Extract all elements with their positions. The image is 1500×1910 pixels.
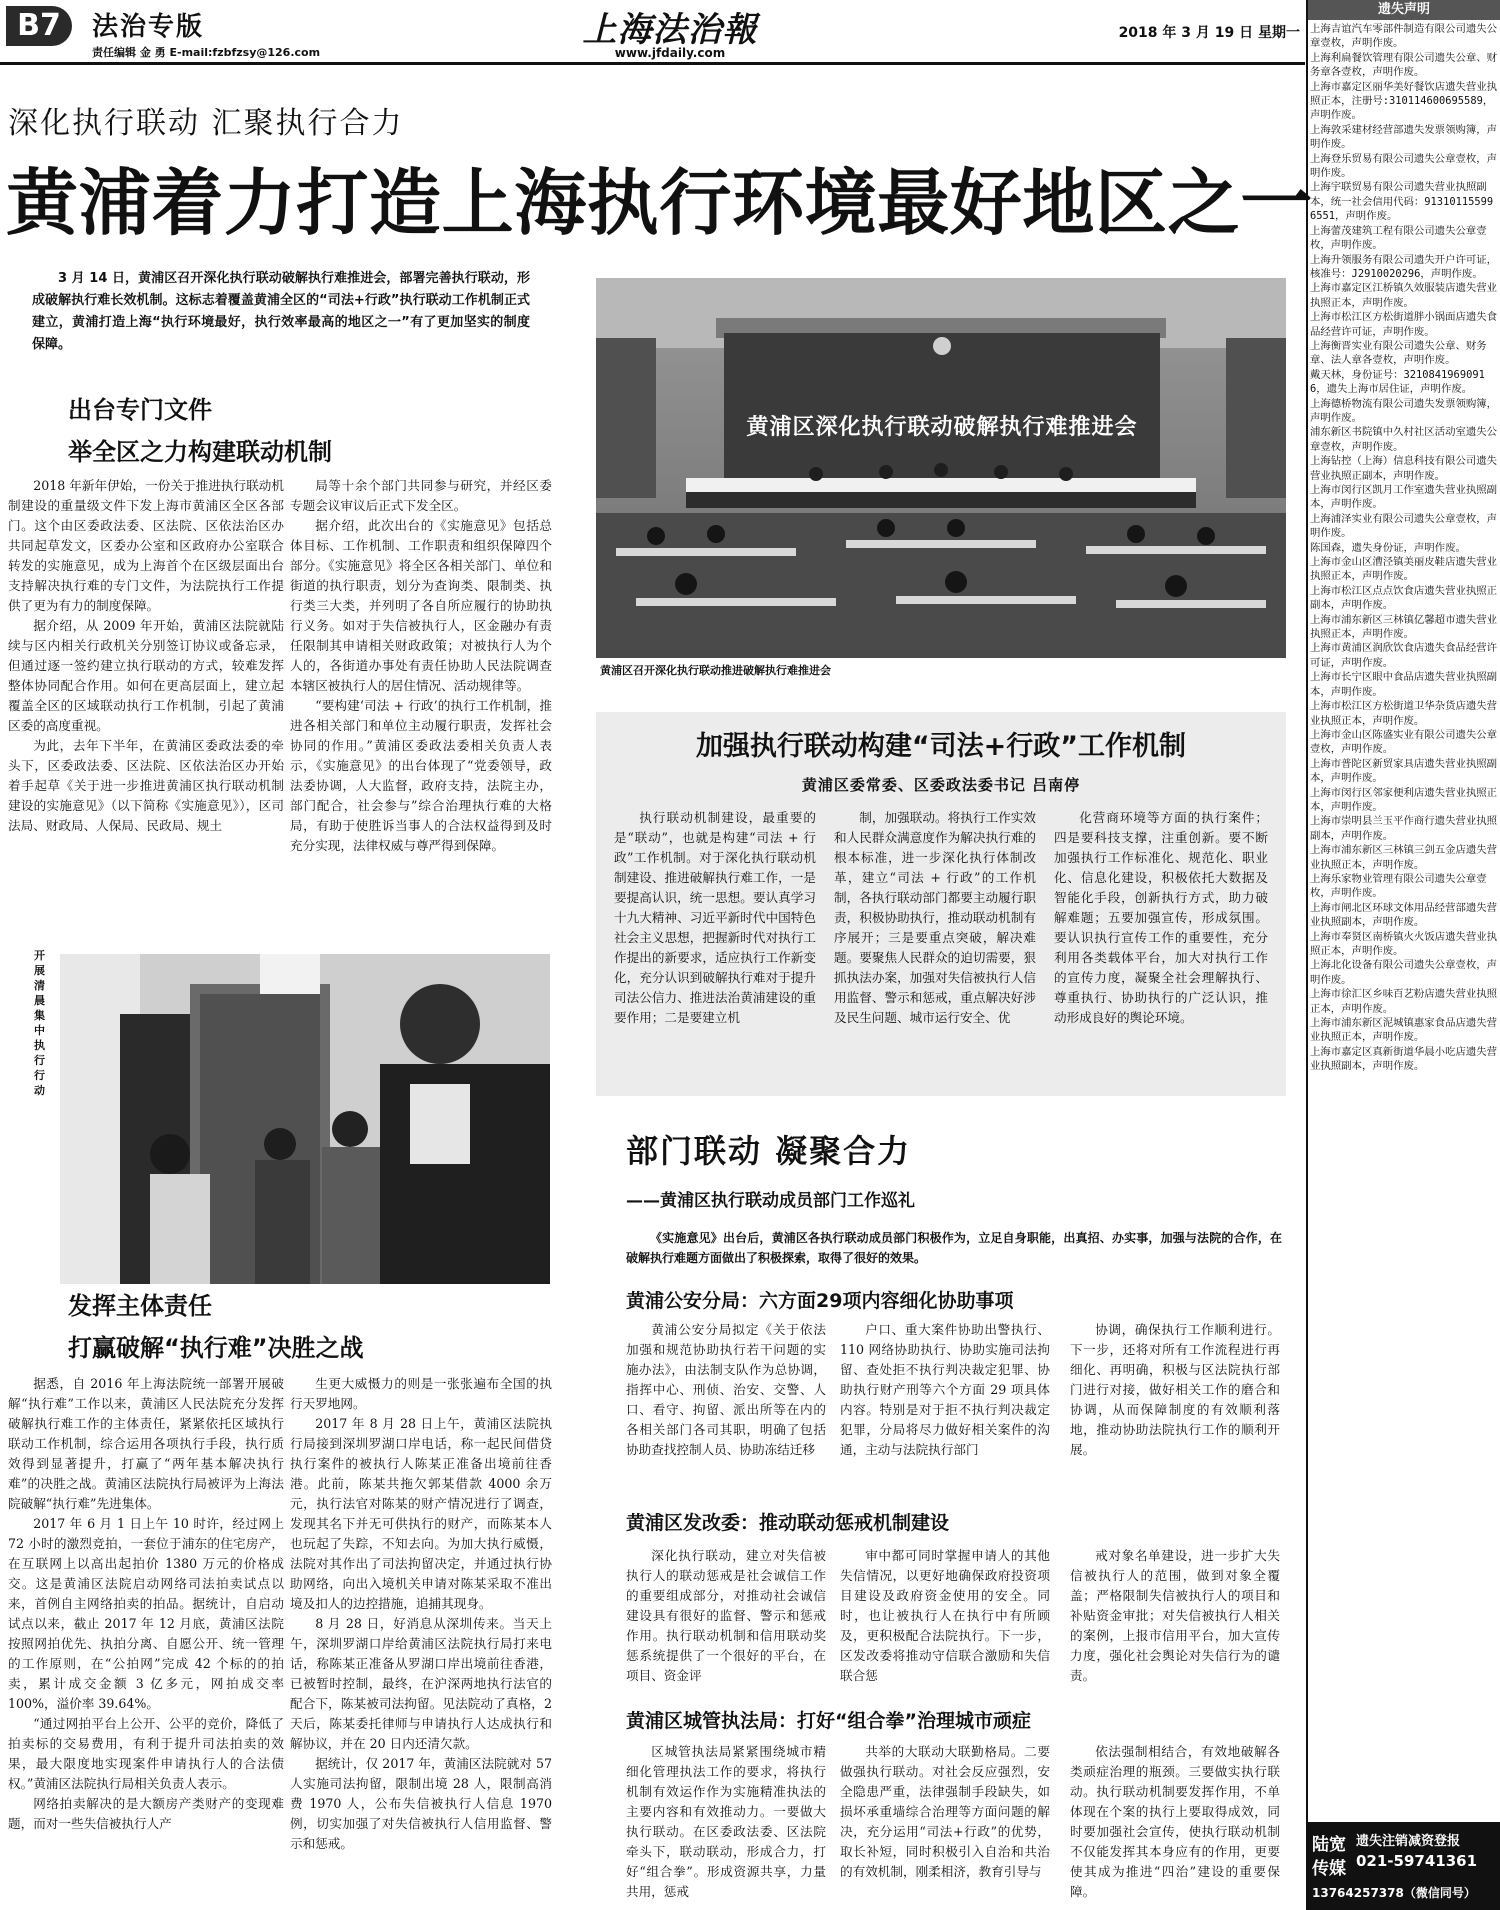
paragraph: 据统计，仅 2017 年，黄浦区法院就对 57 人实施司法拘留，限制出境 28 人，限制高消费 1970 人，公布失信被执行人信息 1970 例，切实加强了对失信被执行人信用监督、警示和惩戒。: [290, 1756, 552, 1851]
paper-name-logo: 上海法治報: [582, 10, 758, 50]
classified-ad-entry: 上海市黄浦区润欣饮食店遗失食品经营许可证，声明作废。: [1310, 642, 1498, 669]
department-police-column-2: [840, 1320, 1050, 1510]
classified-ad-entry: 上海德桥物流有限公司遗失发票领购簿，声明作废。: [1310, 397, 1498, 424]
section2-title-1: 发挥主体责任: [68, 1292, 212, 1320]
commentary-byline: 黄浦区委常委、区委政法委书记 吕南停: [801, 776, 1081, 794]
paragraph: 区城管执法局紧紧围绕城市精细化管理执法工作的要求，将执行机制有效运作作为实施精准执法的主要内容和有效推动力。一要做大执行联动。在区委政法委、区法院牵头下，联动联动，形成合力，打好“组合拳”。形成资源共享，力量共用，惩戒: [626, 1744, 826, 1899]
ads-footer-brand-1: 陆宽: [1312, 1835, 1346, 1855]
department-drc-column-1: [626, 1546, 826, 1706]
classified-ad-entry: 上海市崇明县兰玉平作商行遗失营业执照副本，声明作废。: [1310, 815, 1498, 842]
section2-column-2: [290, 1374, 552, 1906]
page-number-badge: B7: [6, 6, 72, 46]
ads-footer-service: 遗失注销减资登报: [1356, 1834, 1461, 1849]
classified-ad-entry: 戴天林，身份证号：32108419690916，遗失上海市居住证，声明作废。: [1310, 368, 1485, 396]
paragraph: 黄浦公安分局拟定《关于依法加强和规范协助执行若干问题的实施办法》，由法制支队作为总协调，指挥中心、刑侦、治安、交警、人口、看守、拘留、派出所等在内的各相关部门各司其职，明确了包括协助查找控制人员、协助冻结迁移: [626, 1322, 826, 1457]
section1-title-2: 举全区之力构建联动机制: [68, 438, 332, 466]
classified-ad-entry: 上海市奉贤区南桥镇火火饭店遗失营业执照正本，声明作废。: [1310, 930, 1498, 957]
paragraph: 户口、重大案件协助出警执行、110 网络协助执行、协助实施司法拘留、查处拒不执行判决裁定犯罪、协助执行财产刑等六个方面 29 项具体内容。特别是对于拒不执行判决裁定犯罪，分局将尽力做好相关案件的沟通，主动与法院执行部门: [840, 1322, 1050, 1457]
classified-ad-entry: 浦东新区书院镇中久村社区活动室遗失公章壹枚，声明作废。: [1310, 426, 1498, 453]
classified-ad-entry: 上海敦采建材经营部遗失发票领购簿，声明作废。: [1310, 123, 1498, 151]
classified-ad-entry: 上海宇联贸易有限公司遗失营业执照副本，统一社会信用代码：913101155996551，声明作废。: [1310, 181, 1494, 223]
classified-ad-entry: 上海市闵行区邻家便利店遗失营业执照正本，声明作废。: [1310, 786, 1498, 813]
paragraph: 据介绍，从 2009 年开始，黄浦区法院就陆续与区内相关行政机关分别签订协议或备忘录，但通过逐一签约建立执行联动的方式，较难发挥整体协同配合作用。如何在更高层面上，建立起覆盖全区的区域联动执行工作机制，引起了黄浦区委的高度重视。: [8, 618, 284, 733]
issue-date: 2018 年 3 月 19 日 星期一: [1118, 25, 1300, 41]
classified-ad-entry: 上海北化设备有限公司遗失公章壹枚，声明作废。: [1310, 959, 1498, 986]
main-headline: 黄浦着力打造上海执行环境最好地区之一: [6, 161, 1313, 245]
section1-title-1: 出台专门文件: [68, 396, 212, 424]
classified-ad-entry: 上海市嘉定区真新街道华晨小吃店遗失营业执照副本，声明作废。: [1310, 1045, 1498, 1073]
paragraph: 化营商环境等方面的执行案件；四是要科技支撑，注重创新。要不断加强执行工作标准化、规范化、职业化、信息化建设，积极依托大数据及智能化手段，创新执行方式，助力破解难题；五要加强宣传，形成氛围。要认识执行宣传工作的重要性，充分利用各类载体平台，加大对执行工作的宣传力度，凝聚全社会理解执行、尊重执行、协助执行的广泛认识，推动形成良好的舆论环境。: [1054, 810, 1268, 1025]
paragraph: 网络拍卖解决的是大额房产类财产的变现难题，而对一些失信被执行人产: [8, 1796, 284, 1831]
department-police-column-1: [626, 1320, 826, 1510]
department-drc-title: 黄浦区发改委：推动联动惩戒机制建设: [626, 1512, 950, 1534]
paragraph: 8 月 28 日，好消息从深圳传来。当天上午，深圳罗湖口岸给黄浦区法院执行局打来电话，称陈某正准备从罗湖口岸出境前往香港，已被暂时控制，最终，在沪深两地执行法官的配合下，陈某被司法拘留。见法院动了真格，2 天后，陈某委托律师与申请执行人达成执行和解协议，并在 20 日内还清欠款。: [290, 1616, 552, 1751]
commentary-title: 加强执行联动构建“司法+行政”工作机制: [695, 731, 1187, 762]
meeting-banner-text: 黄浦区深化执行联动破解执行难推进会: [746, 415, 1138, 440]
classified-ad-entry: 上海市浦东新区泥城镇惠家食品店遗失营业执照正本，声明作废。: [1310, 1017, 1498, 1044]
ads-footer: [1308, 1822, 1500, 1910]
action-photo-caption: 开展清晨集中执行行动: [34, 949, 45, 1097]
department-urban-management-column-3: [1070, 1742, 1280, 1906]
classified-ad-entry: 上海市普陀区新贸家具店遗失营业执照副本，声明作废。: [1310, 757, 1498, 785]
classified-ad-entry: 陈国森，遗失身份证，声明作废。: [1310, 541, 1466, 554]
action-photo-image: [60, 954, 550, 1284]
classified-ad-entry: 上海吉谊汽车零部件制造有限公司遗失公章壹枚，声明作废。: [1310, 23, 1498, 50]
classified-ad-entry: 上海衡晋实业有限公司遗失公章、财务章、法人章各壹枚，声明作废。: [1310, 339, 1487, 367]
editor-line: 责任编辑 金 勇 E-mail:fzbfzsy@126.com: [92, 46, 321, 59]
classified-ad-entry: 上海市闵行区凯月工作室遗失营业执照副本，声明作废。: [1310, 484, 1498, 511]
classified-ad-entry: 上海市长宁区眼中食品店遗失营业执照副本，声明作废。: [1310, 671, 1498, 698]
classified-ad-entry: 上海钻控（上海）信息科技有限公司遗失营业执照正副本，声明作废。: [1310, 455, 1498, 482]
classified-ad-entry: 上海市松江区点点饮食店遗失营业执照正副本，声明作废。: [1310, 584, 1498, 612]
paragraph: 协调，确保执行工作顺利进行。下一步，还将对所有工作流程进行再细化、再明确，积极与区法院执行部门进行对接，做好相关工作的磨合和协调，从而保障制度的有效顺利落地，推动协助法院执行工作的顺利开展。: [1070, 1322, 1280, 1457]
classified-ad-entry: 上海市嘉定区丽华美好餐饮店遗失营业执照正本，注册号:310114600695589，声明作废。: [1310, 80, 1498, 122]
commentary-box: [596, 712, 1286, 1096]
paragraph: 深化执行联动，建立对失信被执行人的联动惩戒是社会诚信工作的重要组成部分，对推动社会诚信建设具有很好的监督、警示和惩戒作用。执行联动机制和信用联动奖惩系统提供了一个很好的平台，在项目、资金评: [626, 1548, 826, 1683]
department-police-title: 黄浦公安分局：六方面29项内容细化协助事项: [626, 1290, 1014, 1312]
paragraph: 据介绍，此次出台的《实施意见》包括总体目标、工作机制、工作职责和组织保障四个部分。《实施意见》将全区各相关部门、单位和街道的执行职责，划分为查询类、限制类、执行类三大类，并列明了各自所应履行的协助执行义务。如对于失信被执行人，区金融办有责任限制其申请相关财政政策；对被执行人为个人的，各街道办事处有责任协助人民法院调查本辖区被执行人的居住情况、活动规律等。: [290, 518, 552, 693]
section2-title-2: 打赢破解“执行难”决胜之战: [68, 1334, 364, 1362]
paragraph: “要构建‘司法 + 行政’的执行工作机制，推进各相关部门和单位主动履行职责，发挥社会协同的作用。”黄浦区委政法委相关负责人表示，《实施意见》的出台体现了“党委领导，政法委协调，人大监督，政府支持，法院主办，部门配合，社会参与”综合治理执行难的大格局，有助于使胜诉当事人的合法权益得到及时充分实现，法律权威与尊严得到保障。: [290, 698, 552, 853]
department-drc-column-3: [1070, 1546, 1280, 1706]
department-urban-management-column-1: [626, 1742, 826, 1906]
paragraph: 执行联动机制建设，最重要的是“联动”，也就是构建“司法 + 行政”工作机制。对于深化执行联动机制建设、推进破解执行难工作，一是要提高认识，统一思想。要认真学习十九大精神、习近平新时代中国特色社会主义思想，把握新时代对执行工作提出的新要求，适应执行工作新变化，充分认识到破解执行难对于提升司法公信力、推进法治黄浦建设的重要作用；二是要建立机: [614, 810, 816, 1025]
classified-ad-entry: 上海登乐贸易有限公司遗失公章壹枚，声明作废。: [1310, 152, 1498, 180]
section3-subtitle: ——黄浦区执行联动成员部门工作巡礼: [626, 1191, 915, 1211]
paragraph: 2017 年 6 月 1 日上午 10 时许，经过网上 72 小时的激烈竞拍，一套位于浦东的住宅房产，在互联网上以高出起拍价 1380 万元的价格成交。这是黄浦区法院启动网络司法拍卖试点以来，首例自主网络拍卖的拍品。据统计，自启动试点以来，截止 2017 年 12 月底，黄浦区法院按照网拍优先、执拍分离、自愿公开、统一管理的工作原则，在“公拍网”完成 42 个标的的拍卖，累计成交金额 3 亿多元，网拍成交率 100%，溢价率 39.64%。: [8, 1516, 284, 1711]
classified-ad-entry: 上海市嘉定区江桥镇久效服装店遗失营业执照正本，声明作废。: [1310, 282, 1498, 309]
action-photo: [60, 954, 550, 1284]
section2-column-1: [8, 1374, 284, 1906]
commentary-column-2: [834, 808, 1036, 1088]
classified-ad-entry: 上海升领服务有限公司遗失开户许可证，核准号：J2910020296，声明作废。: [1310, 253, 1498, 280]
classified-ad-entry: 上海浦泽实业有限公司遗失公章壹枚，声明作废。: [1310, 512, 1498, 540]
department-police-column-3: [1070, 1320, 1280, 1510]
paragraph: 2017 年 8 月 28 日上午，黄浦区法院执行局接到深圳罗湖口岸电话，称一起民间借贷执行案件的被执行人陈某正准备出境前往香港。此前，陈某共拖欠郭某借款 4000 余万元，执行法官对陈某的财产情况进行了调查，发现其名下并无可供执行的财产，而陈某本人也玩起了失踪，不知去向。为加大执行威慑，法院对其作出了司法拘留决定，并通过执行协助网络，向出入境机关申请对陈某采取不准出境及扣人的边控措施，追捕其现身。: [290, 1416, 552, 1611]
masthead-rule: [0, 62, 1305, 65]
ads-footer-phone: 021-59741361: [1356, 1852, 1478, 1870]
section-name: 法治专版: [92, 12, 205, 42]
ads-list: [1310, 22, 1498, 1820]
section3-title: 部门联动 凝聚合力: [626, 1132, 912, 1170]
meeting-photo: [596, 278, 1286, 658]
paragraph: 戒对象名单建设，进一步扩大失信被执行人的范围，做到对象全覆盖；严格限制失信被执行人的项目和补贴资金审批；对失信被执行人相关的案例，上报市信用平台，加大宣传力度，强化社会舆论对失信行为的谴责。: [1070, 1548, 1280, 1683]
ads-footer-brand-2: 传媒: [1312, 1859, 1346, 1879]
classified-ad-entry: 上海利扁餐饮管理有限公司遗失公章、财务章各壹枚，声明作废。: [1310, 51, 1498, 79]
paragraph: “通过网拍平台上公开、公平的竞价，降低了拍卖标的交易费用，有利于提升司法拍卖的效果，最大限度地实现案件申请执行人的合法债权。”黄浦区法院执行局相关负责人表示。: [8, 1716, 284, 1791]
classified-ad-entry: 上海市闸北区环球文体用品经营部遗失营业执照副本，声明作废。: [1310, 901, 1498, 929]
commentary-column-1: [614, 808, 816, 1088]
section1-column-2: [290, 476, 552, 916]
department-urban-management-column-2: [840, 1742, 1050, 1906]
classified-ad-entry: 上海市浦东新区三林镇三剑五金店遗失营业执照正本，声明作废。: [1310, 844, 1498, 871]
classified-ad-entry: 上海市金山区陈盛实业有限公司遗失公章壹枚，声明作废。: [1310, 728, 1498, 756]
meeting-photo-image: [596, 278, 1286, 658]
classified-ad-entry: 上海市浦东新区三林镇亿馨超市遗失营业执照正本，声明作废。: [1310, 613, 1498, 641]
paragraph: 生更大威慑力的则是一张张遍布全国的执行天罗地网。: [290, 1376, 552, 1411]
classified-ad-entry: 上海市金山区漕泾镇美丽皮鞋店遗失营业执照正本，声明作废。: [1310, 556, 1498, 583]
masthead: [0, 0, 1305, 64]
kicker-headline: 深化执行联动 汇聚执行合力: [8, 106, 404, 141]
paragraph: 2018 年新年伊始，一份关于推进执行联动机制建设的重量级文件下发上海市黄浦区全区各部门。这个由区委政法委、区法院、区依法治区办共同起草发文，区委办公室和区政府办公室联合转发的实施意见，成为上海首个在区级层面出台支持解决执行难的专门文件，为法院执行工作提供了更为有力的制度保障。: [8, 478, 284, 613]
commentary-column-3: [1054, 808, 1268, 1088]
paragraph: 依法强制相结合，有效地破解各类顽症治理的瓶颈。三要做实执行联动。执行联动机制要发挥作用，不单体现在个案的执行上要取得成效，同时要加强社会宣传，使执行联动机制不仅能发挥其本身应有的作用，更要使其成为推进“四治”建设的重要保障。: [1070, 1744, 1280, 1899]
department-urban-management-title: 黄浦区城管执法局：打好“组合拳”治理城市顽症: [626, 1710, 1031, 1732]
paragraph: 据悉，自 2016 年上海法院统一部署开展破解“执行难”工作以来，黄浦区人民法院充分发挥破解执行难工作的主体责任，紧紧依托区域执行联动工作机制，综合运用各项执行手段，执行质效得到显著提升，打赢了“两年基本解决执行难”的决胜之战。黄浦区法院执行局被评为上海法院破解“执行难”先进集体。: [8, 1376, 284, 1511]
meeting-photo-caption: 黄浦区召开深化执行联动推进破解执行难推进会: [600, 664, 831, 677]
department-drc-column-2: [840, 1546, 1050, 1706]
ads-footer-mobile: 13764257378（微信同号）: [1312, 1886, 1476, 1900]
section1-column-1: [8, 476, 284, 916]
lead-paragraph: 3 月 14 日，黄浦区召开深化执行联动破解执行难推进会，部署完善执行联动，形成破解执行难长效机制。这标志着覆盖黄浦全区的“司法+行政”执行联动工作机制正式建立，黄浦打造上海“执行环境最好，执行效率最高的地区之一”有了更加坚实的制度保障。: [32, 271, 530, 352]
classified-ad-entry: 上海蕾茂建筑工程有限公司遗失公章壹枚，声明作废。: [1310, 224, 1487, 252]
paragraph: 审中都可同时掌握申请人的其他失信情况，以更好地确保政府投资项目建设及政府资金使用的安全。同时，也让被执行人在执行中有所顾及，更积极配合法院执行。下一步，区发改委将推动守信联合激励和失信联合惩: [840, 1548, 1050, 1683]
section3-lead: 《实施意见》出台后，黄浦区各执行联动成员部门积极作为，立足自身职能，出真招、办实事，加强与法院的合作，在破解执行难题方面做出了积极探索，取得了很好的效果。: [626, 1231, 1282, 1265]
website: www.jfdaily.com: [614, 46, 726, 60]
paragraph: 共举的大联动大联勤格局。二要做强执行联动。对社会反应强烈，安全隐患严重，法律强制手段缺失，如损坏承重墙综合治理等方面问题的解决，充分运用“司法+行政”的优势，取长补短，同时积极引入自治和共治的有效机制，刚柔相济，教育引导与: [840, 1744, 1050, 1879]
paragraph: 局等十余个部门共同参与研究，并经区委专题会议审议后正式下发全区。: [290, 478, 552, 513]
classified-ad-entry: 上海市松江区方松街道胖小锅面店遗失食品经营许可证，声明作废。: [1310, 311, 1498, 338]
ads-header: 遗失声明: [1308, 0, 1500, 20]
paragraph: 制，加强联动。将执行工作实效和人民群众满意度作为解决执行难的根本标准，进一步深化执行体制改革，建立“司法 + 行政”的工作机制，各执行联动部门都要主动履行职责，积极协助执行，推动联动机制有序展开；三是要重点突破，解决难题。要聚焦人民群众的迫切需要，狠抓执法办案，加强对失信被执行人信用监督、警示和惩戒，重点解决好涉及民生问题、城市运行安全、优: [834, 810, 1036, 1025]
classified-ad-entry: 上海市松江区方松街道卫华杂货店遗失营业执照正本，声明作废。: [1310, 700, 1498, 727]
classified-ad-entry: 上海市徐汇区乡味百艺粉店遗失营业执照正本，声明作废。: [1310, 988, 1498, 1015]
classified-ads-column: [1306, 0, 1500, 1910]
classified-ad-entry: 上海乐家物业管理有限公司遗失公章壹枚，声明作废。: [1310, 872, 1487, 900]
paragraph: 为此，去年下半年，在黄浦区委政法委的牵头下，区委政法委、区法院、区依法治区办开始着手起草《关于进一步推进黄浦区执行联动机制建设的实施意见》（以下简称《实施意见》），区司法局、财政局、人保局、民政局、规土: [8, 738, 284, 833]
